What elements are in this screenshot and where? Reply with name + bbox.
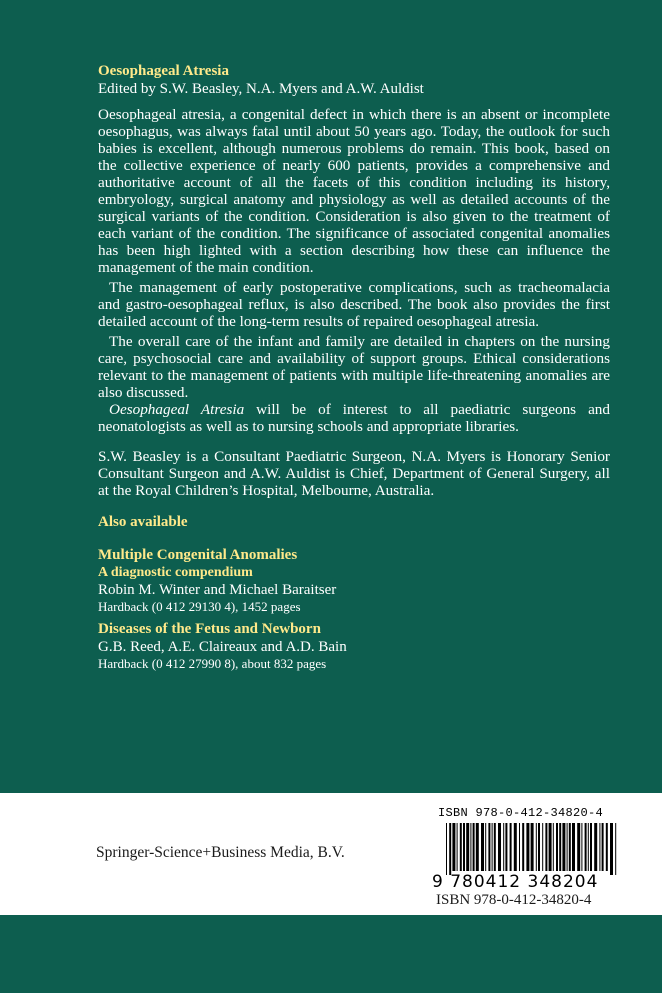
barcode-bar	[476, 823, 479, 871]
barcode-bar	[503, 823, 504, 871]
barcode-bar	[569, 823, 571, 871]
barcode-bar	[460, 823, 462, 871]
isbn-top-label: ISBN 978-0-412-34820-4	[438, 806, 604, 820]
barcode-bar	[577, 823, 580, 871]
description-paragraph-2: The management of early postoperative complications, such as tracheomalacia and gastro-oesophageal reflux, is also described. The book also provides the first detailed account of the long-term results of repaired oesophageal atresia.	[98, 279, 610, 330]
barcode-bar	[531, 823, 534, 871]
barcode-bar	[526, 823, 529, 871]
book-1-authors: Robin M. Winter and Michael Baraitser	[98, 582, 337, 598]
barcode-number: 9 780412 348204	[432, 872, 599, 892]
description-paragraph-4	[98, 401, 610, 435]
barcode-bar	[505, 823, 507, 871]
barcode-bar	[498, 823, 501, 871]
barcode-bar	[542, 823, 543, 871]
barcode-bar	[545, 823, 547, 871]
book-1-subtitle: A diagnostic compendium	[98, 565, 253, 580]
barcode-bar	[562, 823, 565, 871]
book-1-details: Hardback (0 412 29130 4), 1452 pages	[98, 599, 301, 614]
barcode-bar	[610, 823, 613, 875]
interest-title: Oesophageal Atresia	[109, 401, 245, 418]
barcode-bar	[510, 823, 512, 871]
barcode-bar	[452, 823, 455, 871]
barcode-bar	[615, 823, 616, 875]
barcode-bar	[572, 823, 575, 871]
barcode-bar	[449, 823, 451, 875]
also-available-heading: Also available	[98, 514, 188, 530]
isbn-bottom-label: ISBN 978-0-412-34820-4	[436, 892, 592, 908]
description-paragraph-1: Oesophageal atresia, a congenital defect in which there is an absent or incomplete oesophagus, was always fatal until about 50 years ago. Today, the outlook for such babies is excellent, although numerous problems do remain. This book, based on the collective experience of nearly 600 patients, provides a comprehensive and authoritative account of all the facets of this condition including its history, embryology, surgical anatomy and physiology as well as detailed accounts of the surgical variants of the condition. Consideration is also given to the treatment of each variant of the condition. The significance of associated congenital anomalies has been high lighted with a section describing how these can influence the management of the main condition.	[98, 106, 610, 276]
barcode-bar	[588, 823, 589, 871]
barcode-bar	[446, 823, 447, 875]
barcode	[432, 806, 632, 911]
editors-bio: S.W. Beasley is a Consultant Paediatric Surgeon, N.A. Myers is Honorary Senior Consultant Surgeon and A.W. Auldist is Chief, Department of General Surgery, all at the Royal Children’s Hospital, Melbourne, Australia.	[98, 448, 610, 499]
barcode-bar	[567, 823, 568, 871]
barcode-bar	[485, 823, 486, 871]
barcode-bar	[538, 823, 540, 871]
cover-content	[98, 62, 610, 672]
description	[98, 106, 610, 435]
barcode-bar	[522, 823, 524, 871]
barcode-bar	[463, 823, 465, 871]
barcode-bar	[494, 823, 496, 871]
book-title: Oesophageal Atresia	[98, 63, 229, 79]
barcode-bar	[585, 823, 587, 871]
barcode-bar	[536, 823, 537, 871]
barcode-bars	[444, 823, 620, 875]
barcode-bar	[559, 823, 561, 871]
barcode-bar	[549, 823, 552, 871]
also-available-book-2	[98, 621, 610, 672]
interest-text: will be of interest to all paediatric surgeons and neonatologists as well as to nursing schools and appropriate libraries.	[98, 401, 610, 435]
barcode-bar	[470, 823, 471, 871]
barcode-bar	[481, 823, 484, 871]
publisher-name: Springer-Science+Business Media, B.V.	[96, 844, 345, 861]
book-2-title: Diseases of the Fetus and Newborn	[98, 621, 321, 637]
barcode-bar	[466, 823, 469, 871]
barcode-bar	[457, 823, 458, 871]
book-editors: Edited by S.W. Beasley, N.A. Myers and A.W. Auldist	[98, 81, 424, 97]
book-2-authors: G.B. Reed, A.E. Claireaux and A.D. Bain	[98, 639, 347, 655]
book-1-title: Multiple Congenital Anomalies	[98, 547, 298, 563]
barcode-bar	[599, 823, 600, 871]
barcode-bar	[602, 823, 604, 871]
description-paragraph-3: The overall care of the infant and family are detailed in chapters on the nursing care, psychosocial care and availability of support groups. Ethical considerations relevant to the management of patients with multiple life-threatening anomalies are also discussed.	[98, 333, 610, 401]
barcode-bar	[594, 823, 597, 871]
barcode-bar	[553, 823, 554, 871]
barcode-bar	[519, 823, 520, 871]
book-2-details: Hardback (0 412 27990 8), about 832 pages	[98, 656, 327, 671]
barcode-bar	[488, 823, 490, 871]
barcode-bar	[473, 823, 475, 871]
barcode-bar	[492, 823, 493, 871]
also-available-book-1	[98, 547, 610, 615]
barcode-bar	[606, 823, 608, 871]
barcode-bar	[514, 823, 517, 871]
barcode-bar	[590, 823, 592, 871]
barcode-bar	[581, 823, 582, 871]
barcode-bar	[556, 823, 558, 871]
